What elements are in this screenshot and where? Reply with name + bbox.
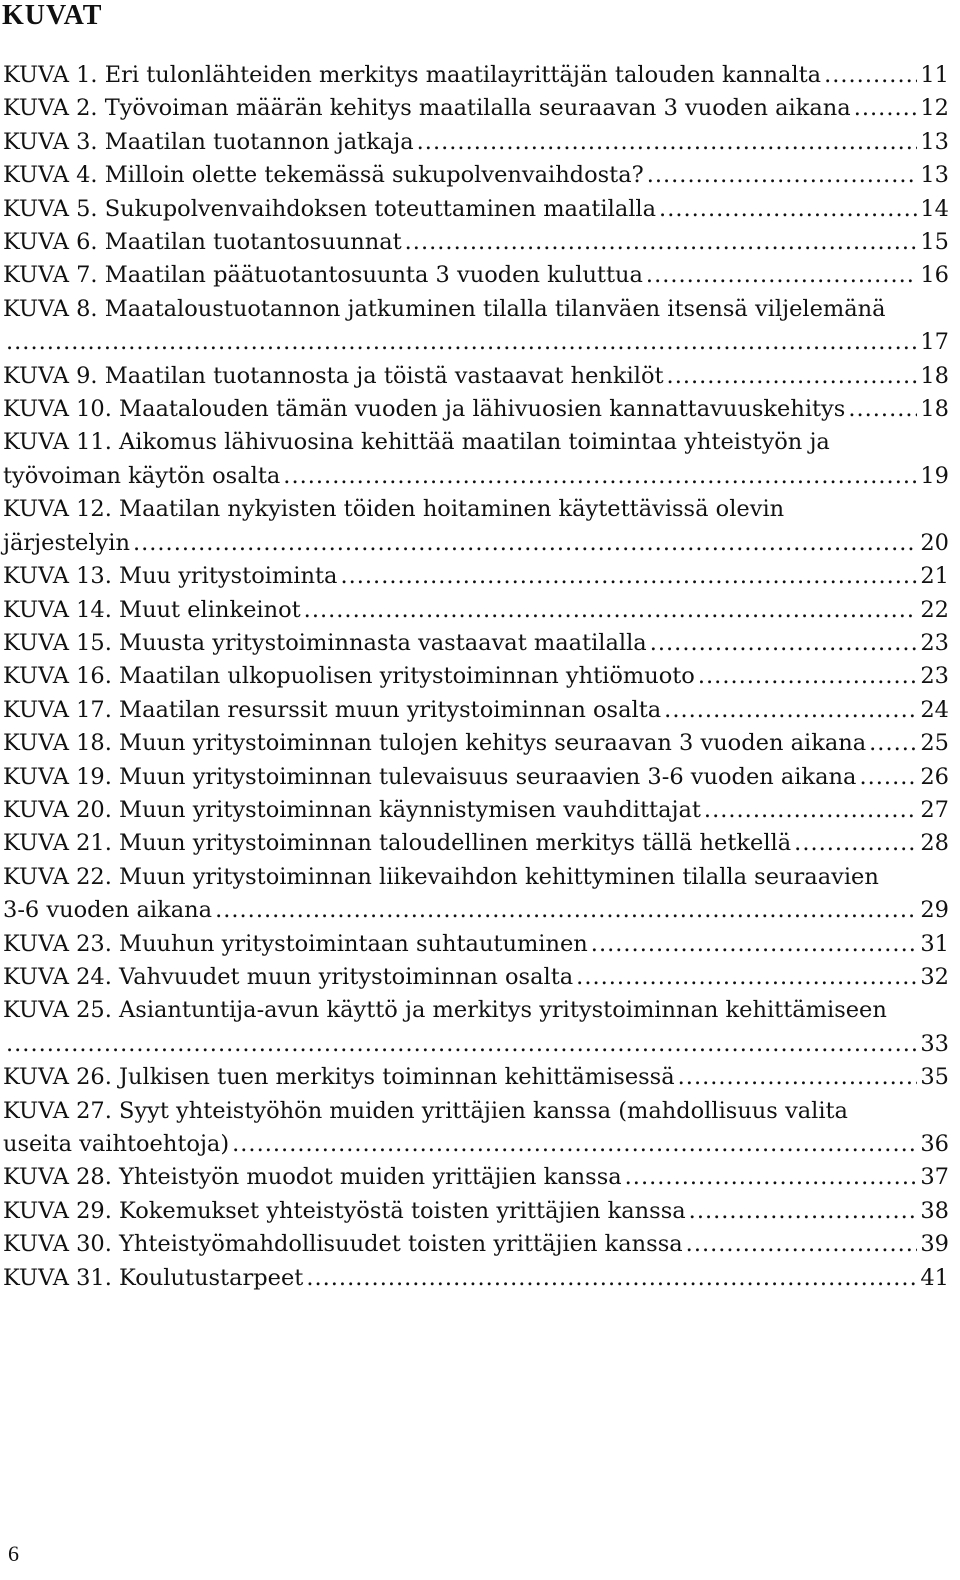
toc-entry[interactable] <box>3 994 949 1061</box>
entry-page-number: 19 <box>920 462 949 489</box>
toc-entry[interactable] <box>3 694 949 727</box>
toc-entry[interactable] <box>3 360 949 393</box>
toc-entry[interactable] <box>3 1061 949 1094</box>
entry-line <box>3 560 949 593</box>
entry-page-number: 11 <box>920 62 949 88</box>
entry-page-number: 15 <box>920 229 949 256</box>
dot-leader <box>340 560 917 593</box>
entry-page-number: 18 <box>920 362 949 389</box>
toc-entry[interactable] <box>3 560 949 593</box>
entry-line <box>3 928 949 961</box>
entry-page-number: 12 <box>920 95 949 122</box>
toc-entry[interactable] <box>3 1228 949 1261</box>
entry-title: KUVA 11. Aikomus lähivuosina kehittää maatilan toimintaa yhteistyön ja <box>3 429 830 456</box>
toc-entry[interactable] <box>3 794 949 827</box>
entry-second-line <box>3 1128 949 1161</box>
dot-leader <box>869 727 917 760</box>
entry-second-line <box>3 527 949 560</box>
entry-title: KUVA 12. Maatilan nykyisten töiden hoitaminen käytettävissä olevin <box>3 496 785 523</box>
entry-title: KUVA 13. Muu yritystoiminta <box>3 563 338 590</box>
entry-line <box>3 1161 949 1194</box>
dot-leader <box>417 126 918 159</box>
entry-title: KUVA 8. Maataloustuotannon jatkuminen tilalla tilanväen itsensä viljelemänä <box>3 295 886 322</box>
entry-second-line <box>3 326 949 359</box>
entry-line <box>3 694 949 727</box>
entry-page-number: 37 <box>920 1164 949 1191</box>
dot-leader <box>698 660 918 693</box>
entry-line <box>3 827 949 860</box>
dot-leader <box>794 827 917 860</box>
dot-leader <box>283 460 917 493</box>
toc-entry[interactable] <box>3 727 949 760</box>
entry-title-continued: työvoiman käytön osalta <box>3 462 281 489</box>
dot-leader <box>625 1161 918 1194</box>
dot-leader <box>678 1061 918 1094</box>
entry-first-line <box>3 493 949 526</box>
dot-leader <box>306 1262 917 1295</box>
entry-line <box>3 794 949 827</box>
dot-leader <box>824 59 917 92</box>
entry-first-line <box>3 426 949 459</box>
entry-page-number: 18 <box>920 396 949 423</box>
toc-entry[interactable] <box>3 1095 949 1162</box>
entry-line <box>3 360 949 393</box>
toc-entry[interactable] <box>3 827 949 860</box>
dot-leader <box>667 360 918 393</box>
toc-entry[interactable] <box>3 627 949 660</box>
dot-leader <box>215 894 917 927</box>
entry-title: KUVA 31. Koulutustarpeet <box>3 1264 304 1291</box>
entry-page-number: 22 <box>920 596 949 623</box>
toc-entry[interactable] <box>3 1195 949 1228</box>
entry-title: KUVA 9. Maatilan tuotannosta ja töistä vastaavat henkilöt <box>3 362 664 389</box>
figure-list <box>3 59 949 1295</box>
entry-second-line <box>3 460 949 493</box>
entry-title: KUVA 16. Maatilan ulkopuolisen yritystoiminnan yhtiömuoto <box>3 663 695 690</box>
entry-line <box>3 761 949 794</box>
entry-title: KUVA 30. Yhteistyömahdollisuudet toisten yrittäjien kanssa <box>3 1231 683 1258</box>
entry-line <box>3 159 949 192</box>
entry-first-line <box>3 293 949 326</box>
entry-title: KUVA 4. Milloin olette tekemässä sukupolvenvaihdosta? <box>3 162 644 189</box>
entry-page-number: 21 <box>920 563 949 590</box>
toc-entry[interactable] <box>3 159 949 192</box>
toc-entry[interactable] <box>3 92 949 125</box>
entry-page-number: 36 <box>920 1131 949 1157</box>
toc-entry[interactable] <box>3 126 949 159</box>
entry-title: KUVA 1. Eri tulonlähteiden merkitys maatilayrittäjän talouden kannalta <box>3 62 822 88</box>
entry-title: KUVA 23. Muuhun yritystoimintaan suhtautuminen <box>3 930 588 957</box>
page-number: 6 <box>8 1541 19 1566</box>
entry-page-number: 13 <box>920 128 949 155</box>
entry-title: KUVA 27. Syyt yhteistyöhön muiden yrittäjien kanssa (mahdollisuus valita <box>3 1097 848 1124</box>
dot-leader <box>650 627 918 660</box>
entry-title-continued: järjestelyin <box>3 529 130 556</box>
dot-leader <box>848 393 917 426</box>
toc-entry[interactable] <box>3 761 949 794</box>
dot-leader <box>576 961 917 994</box>
dot-leader <box>686 1228 918 1261</box>
entry-second-line <box>3 894 949 927</box>
entry-page-number: 16 <box>920 262 949 289</box>
entry-page-number: 27 <box>920 796 949 823</box>
entry-title: KUVA 17. Maatilan resurssit muun yritystoiminnan osalta <box>3 696 662 723</box>
toc-entry[interactable] <box>3 660 949 693</box>
dot-leader <box>859 761 917 794</box>
entry-title: KUVA 7. Maatilan päätuotantosuunta 3 vuoden kuluttua <box>3 262 643 289</box>
toc-entry[interactable] <box>3 293 949 360</box>
toc-entry[interactable] <box>3 226 949 259</box>
entry-page-number: 29 <box>920 897 949 924</box>
entry-title: KUVA 21. Muun yritystoiminnan taloudellinen merkitys tällä hetkellä <box>3 830 792 857</box>
entry-line <box>3 226 949 259</box>
toc-entry[interactable] <box>3 426 949 493</box>
entry-title: KUVA 6. Maatilan tuotantosuunnat <box>3 229 402 256</box>
entry-title: KUVA 14. Muut elinkeinot <box>3 596 301 623</box>
dot-leader <box>689 1195 918 1228</box>
entry-second-line <box>3 1028 949 1061</box>
entry-line <box>3 1262 949 1295</box>
entry-title: KUVA 29. Kokemukset yhteistyöstä toisten yrittäjien kanssa <box>3 1197 686 1224</box>
entry-line <box>3 1195 949 1228</box>
entry-line <box>3 594 949 627</box>
dot-leader <box>664 694 917 727</box>
dot-leader <box>304 594 918 627</box>
entry-title: KUVA 22. Muun yritystoiminnan liikevaihdon kehittyminen tilalla seuraavien <box>3 863 879 890</box>
toc-entry[interactable] <box>3 393 949 426</box>
toc-entry[interactable] <box>3 193 949 226</box>
toc-entry[interactable] <box>3 1161 949 1194</box>
entry-page-number: 33 <box>920 1030 949 1057</box>
toc-entry[interactable] <box>3 493 949 560</box>
dot-leader <box>6 326 917 359</box>
entry-page-number: 25 <box>920 730 949 757</box>
toc-entry[interactable] <box>3 928 949 961</box>
entry-title: KUVA 10. Maatalouden tämän vuoden ja lähivuosien kannattavuuskehitys <box>3 396 846 423</box>
entry-page-number: 14 <box>920 195 949 222</box>
entry-page-number: 24 <box>920 696 949 723</box>
entry-line <box>3 259 949 292</box>
entry-page-number: 32 <box>920 963 949 990</box>
entry-line <box>3 1228 949 1261</box>
entry-page-number: 23 <box>920 629 949 656</box>
dot-leader <box>6 1028 917 1061</box>
entry-title: KUVA 18. Muun yritystoiminnan tulojen kehitys seuraavan 3 vuoden aikana <box>3 730 867 757</box>
dot-leader <box>646 259 917 292</box>
toc-entry[interactable] <box>3 1262 949 1295</box>
entry-title: KUVA 5. Sukupolvenvaihdoksen toteuttaminen maatilalla <box>3 195 657 222</box>
entry-first-line <box>3 994 949 1027</box>
entry-first-line <box>3 861 949 894</box>
entry-line <box>3 627 949 660</box>
entry-title-continued: 3-6 vuoden aikana <box>3 897 213 924</box>
toc-entry[interactable] <box>3 861 949 928</box>
dot-leader <box>591 928 918 961</box>
entry-title: KUVA 20. Muun yritystoiminnan käynnistymisen vauhdittajat <box>3 796 701 823</box>
entry-title: KUVA 15. Muusta yritystoiminnasta vastaavat maatilalla <box>3 629 647 656</box>
entry-line <box>3 193 949 226</box>
entry-page-number: 31 <box>920 930 949 957</box>
entry-line <box>3 126 949 159</box>
dot-leader <box>854 92 918 125</box>
entry-page-number: 20 <box>920 529 949 556</box>
entry-title: KUVA 26. Julkisen tuen merkitys toiminnan kehittämisessä <box>3 1064 675 1091</box>
entry-page-number: 17 <box>920 329 949 356</box>
entry-page-number: 13 <box>920 162 949 189</box>
entry-line <box>3 727 949 760</box>
entry-line <box>3 660 949 693</box>
entry-title: KUVA 24. Vahvuudet muun yritystoiminnan osalta <box>3 963 574 990</box>
entry-title: KUVA 19. Muun yritystoiminnan tulevaisuus seuraavien 3-6 vuoden aikana <box>3 763 857 790</box>
dot-leader <box>647 159 918 192</box>
entry-line <box>3 92 949 125</box>
entry-line <box>3 1061 949 1094</box>
entry-page-number: 23 <box>920 663 949 690</box>
entry-page-number: 35 <box>920 1064 949 1091</box>
entry-page-number: 26 <box>920 763 949 790</box>
dot-leader <box>405 226 918 259</box>
dot-leader <box>704 794 917 827</box>
entry-title: KUVA 3. Maatilan tuotannon jatkaja <box>3 128 414 155</box>
entry-line <box>3 59 949 92</box>
entry-title: KUVA 25. Asiantuntija-avun käyttö ja merkitys yritystoiminnan kehittämiseen <box>3 997 887 1024</box>
entry-title: KUVA 28. Yhteistyön muodot muiden yrittäjien kanssa <box>3 1164 622 1191</box>
entry-page-number: 28 <box>920 830 949 857</box>
entry-page-number: 41 <box>920 1264 949 1291</box>
entry-page-number: 38 <box>920 1197 949 1224</box>
toc-entry[interactable] <box>3 259 949 292</box>
dot-leader <box>659 193 917 226</box>
entry-first-line <box>3 1095 949 1128</box>
dot-leader <box>133 527 917 560</box>
entry-title: KUVA 2. Työvoiman määrän kehitys maatilalla seuraavan 3 vuoden aikana <box>3 95 851 122</box>
toc-entry[interactable] <box>3 59 949 92</box>
dot-leader <box>232 1128 917 1161</box>
toc-entry[interactable] <box>3 961 949 994</box>
entry-page-number: 39 <box>920 1231 949 1258</box>
entry-line <box>3 393 949 426</box>
entry-line <box>3 961 949 994</box>
toc-entry[interactable] <box>3 594 949 627</box>
entry-title-continued: useita vaihtoehtoja) <box>3 1131 230 1157</box>
page-heading: KUVAT <box>2 0 103 31</box>
